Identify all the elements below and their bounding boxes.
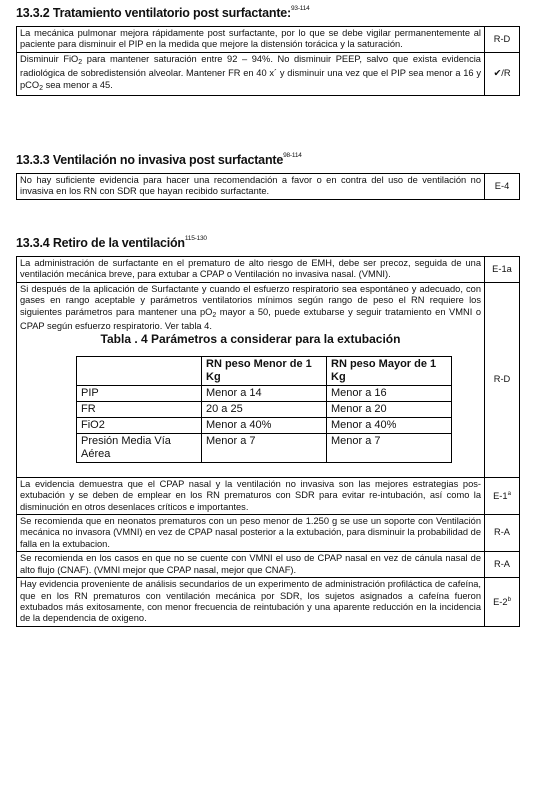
- parameter-value: Menor a 40%: [327, 417, 452, 433]
- parameter-name: Presión Media Vía Aérea: [77, 433, 202, 462]
- recommendation-row: [17, 257, 520, 283]
- section-title: 13.3.3 Ventilación no invasiva post surfactante: [16, 153, 284, 167]
- parameters-row: [77, 401, 452, 417]
- section-heading-13-3-3: [16, 153, 302, 167]
- recommendation-row: [17, 477, 520, 514]
- header-cell: RN peso Menor de 1 Kg: [202, 356, 327, 385]
- section-ref: 115-130: [184, 235, 207, 242]
- parameters-table: [76, 356, 452, 463]
- recommendation-text: Hay evidencia proveniente de análisis secundarios de un experimento de administración profiláctica de cafeína, que en los RN prematuros con ventilación mecánica por SDR, los sujetos asignados a cafeína fueron extubados más exitosamente, con menor frecuencia de reintubación y una aparente reducción en la incidencia de la dependencia de oxigeno.: [17, 578, 485, 627]
- section-title: 13.3.4 Retiro de la ventilación: [16, 236, 185, 250]
- parameter-value: Menor a 7: [202, 433, 327, 462]
- parameters-row: [77, 385, 452, 401]
- evidence-grade: ✔/R: [485, 52, 520, 95]
- parameters-row: [77, 433, 452, 462]
- section-title: 13.3.2 Tratamiento ventilatorio post surfactante:: [16, 6, 291, 20]
- recommendation-text: La mecánica pulmonar mejora rápidamente post surfactante, por lo que se debe vigilar permanentemente al paciente para disminuir el PIP en la medida que mejore la distensión torácica y la saturación.: [17, 27, 485, 53]
- evidence-grade: E-1a: [485, 257, 520, 283]
- recommendation-row: [17, 282, 520, 477]
- evidence-grade: R-D: [485, 282, 520, 477]
- recommendation-row: [17, 174, 520, 200]
- evidence-grade: R-A: [485, 552, 520, 578]
- parameters-header-row: [77, 356, 452, 385]
- recommendation-text: Se recomienda en los casos en que no se cuente con VMNI el uso de CPAP nasal en vez de cánula nasal de alto flujo (CNAF). (VMNI mejor que CPAP nasal, mejor que CNAF).: [17, 552, 485, 578]
- evidence-grade: R-A: [485, 515, 520, 552]
- header-cell: RN peso Mayor de 1 Kg: [327, 356, 452, 385]
- parameters-row: [77, 417, 452, 433]
- parameter-value: Menor a 7: [327, 433, 452, 462]
- recommendation-text: Se recomienda que en neonatos prematuros con un peso menor de 1.250 g se use un soporte con Ventilación mecánica no invasora (VMNI) en vez de CPAP nasal posterior a la extubación, para disminuir la probabilidad de falla en la extubacion.: [17, 515, 485, 552]
- recommendation-text: La evidencia demuestra que el CPAP nasal y la ventilación no invasiva son las mejores estrategias pos-extubación y se deben de emplear en los RN prematuros con SDR para evitar re-intubación, así como la disminución en otros desenlaces críticos e importantes.: [17, 477, 485, 514]
- parameter-name: FiO2: [77, 417, 202, 433]
- recommendation-text: No hay suficiente evidencia para hacer una recomendación a favor o en contra del uso de ventilación no invasiva en los RN con SDR que hayan recibido surfactante.: [17, 174, 485, 200]
- section-heading-13-3-2: [16, 6, 310, 20]
- recommendation-row: [17, 578, 520, 627]
- recommendation-text: Si después de la aplicación de Surfactante y cuando el esfuerzo respiratorio sea espontáneo y adecuado, con gases en rango aceptable y parámetros ventilatorios mínimos según rango de peso el RN requiere los siguientes parámetros para mantener una $pO_2$ mayor a 50, puede extubarse y seguir tratamiento en VMNI o CPAP según esfuerzo respiratorio. Ver tabla 4. Tabla . 4 Parámetros a considerar para la extubación RN peso Menor de 1 Kg RN peso Mayor de 1 Kg PIP Menor a 14 Menor a 16 FR 20 a 25 Menor a 20 FiO2 Menor a 40% Menor a 40% Presión Media Vía Aérea Menor a 7 Menor a 7: [17, 282, 485, 477]
- section-ref: 93-114: [291, 5, 310, 12]
- recommendation-table-13-3-2: [16, 26, 520, 96]
- table-caption: Tabla . 4 Parámetros a considerar para la extubación: [100, 332, 401, 347]
- recommendation-table-13-3-4: [16, 256, 520, 627]
- recommendation-row: [17, 27, 520, 53]
- parameter-name: PIP: [77, 385, 202, 401]
- parameter-value: Menor a 20: [327, 401, 452, 417]
- evidence-grade: R-D: [485, 27, 520, 53]
- parameter-value: Menor a 14: [202, 385, 327, 401]
- recommendation-row: [17, 52, 520, 95]
- recommendation-text: La administración de surfactante en el prematuro de alto riesgo de EMH, debe ser precoz, seguida de una ventilación mecánica breve, para extubar a CPAP o Ventilación no invasiva nasal. (VMNI).: [17, 257, 485, 283]
- parameter-name: FR: [77, 401, 202, 417]
- parameter-value: Menor a 40%: [202, 417, 327, 433]
- evidence-grade: E-4: [485, 174, 520, 200]
- header-cell: [77, 356, 202, 385]
- recommendation-row: [17, 552, 520, 578]
- evidence-grade: E-1$^a$: [485, 477, 520, 514]
- parameter-value: 20 a 25: [202, 401, 327, 417]
- recommendation-row: [17, 515, 520, 552]
- section-heading-13-3-4: [16, 236, 207, 250]
- recommendation-text: Disminuir FiO$_2$ para mantener saturación entre 92 – 94%. No disminuir PEEP, salvo que exista evidencia radiológica de sobredistensión alveolar. Mantener FR en 40 x´ y disminuir una vez que el PIP sea menor a 16 y pCO$_2$ sea menor a 45.: [17, 52, 485, 95]
- section-ref: 98-114: [283, 152, 302, 159]
- recommendation-table-13-3-3: [16, 173, 520, 200]
- parameter-value: Menor a 16: [327, 385, 452, 401]
- evidence-grade: E-2$^b$: [485, 578, 520, 627]
